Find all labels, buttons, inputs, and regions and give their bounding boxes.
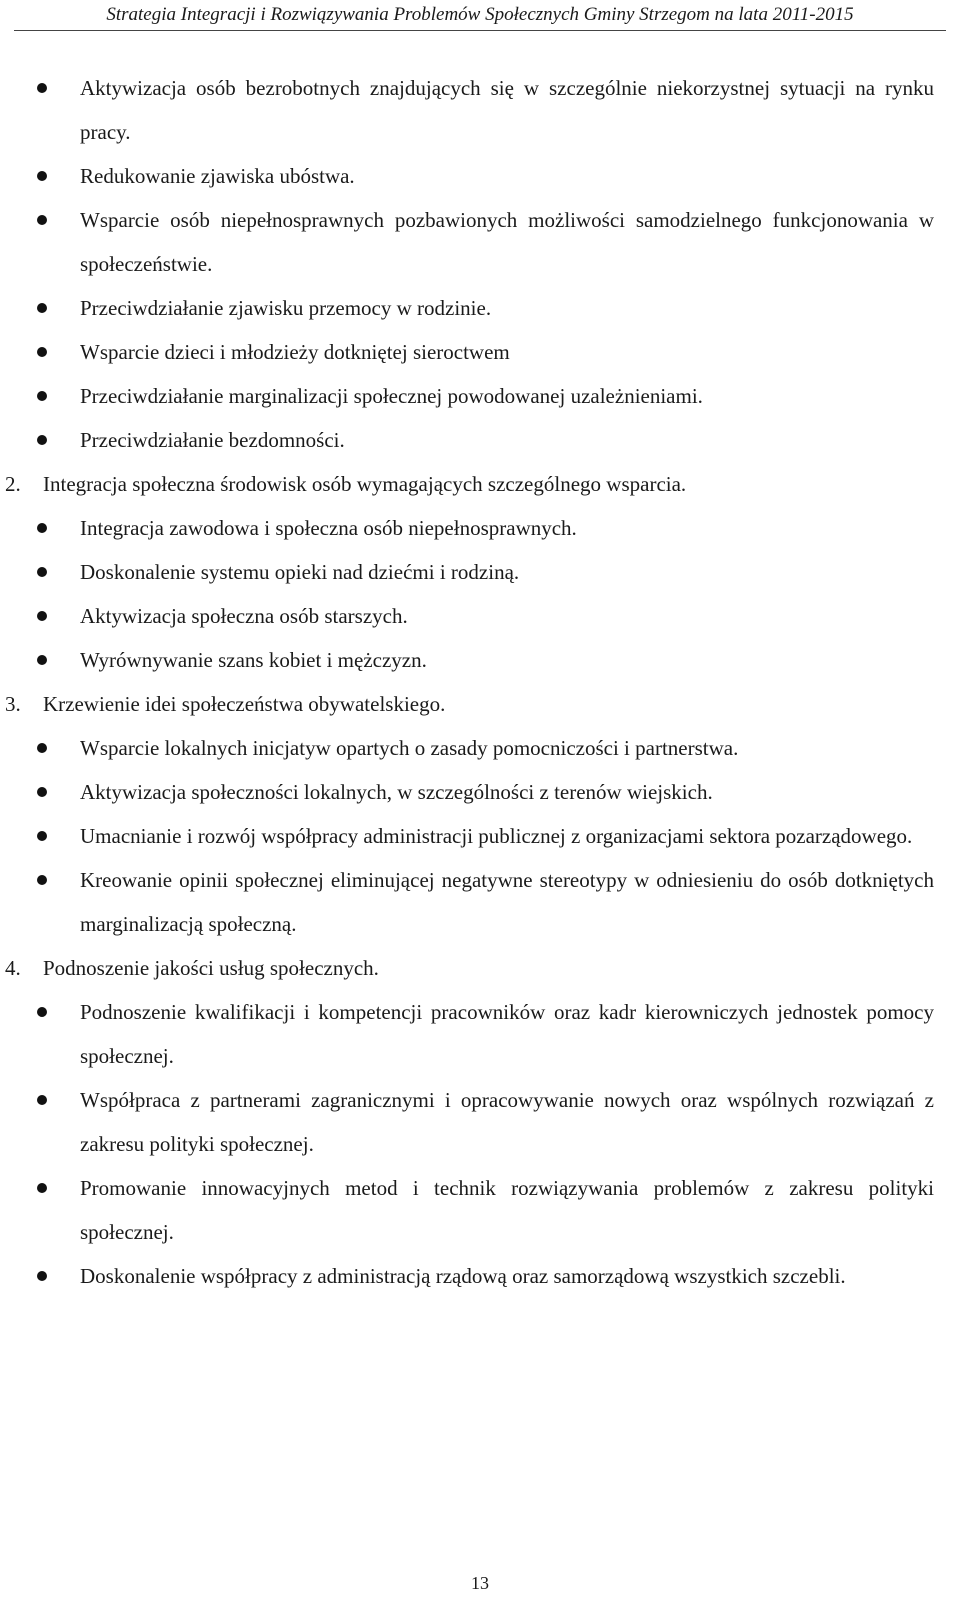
bullet-icon — [37, 347, 47, 357]
bullet-icon — [37, 215, 47, 225]
bullet-list-section-2 — [0, 506, 960, 682]
bullet-icon — [37, 611, 47, 621]
list-item: Aktywizacja osób bezrobotnych znajdujących się w szczególnie niekorzystnej sytuacji na rynku pracy. — [80, 66, 934, 154]
bullet-icon — [37, 171, 47, 181]
header-divider — [14, 30, 946, 31]
list-item: Doskonalenie współpracy z administracją rządową oraz samorządową wszystkich szczebli. — [80, 1254, 934, 1298]
bullet-icon — [37, 655, 47, 665]
list-item: Redukowanie zjawiska ubóstwa. — [80, 154, 934, 198]
bullet-icon — [37, 435, 47, 445]
list-item: Przeciwdziałanie bezdomności. — [80, 418, 934, 462]
list-item: Wsparcie lokalnych inicjatyw opartych o zasady pomocniczości i partnerstwa. — [80, 726, 934, 770]
list-item: Współpraca z partnerami zagranicznymi i opracowywanie nowych oraz wspólnych rozwiązań z zakresu polityki społecznej. — [80, 1078, 934, 1166]
bullet-icon — [37, 83, 47, 93]
bullet-icon — [37, 303, 47, 313]
list-item: Aktywizacja społeczna osób starszych. — [80, 594, 934, 638]
bullet-icon — [37, 391, 47, 401]
list-item: Podnoszenie kwalifikacji i kompetencji pracowników oraz kadr kierowniczych jednostek pomocy społecznej. — [80, 990, 934, 1078]
list-item: Przeciwdziałanie zjawisku przemocy w rodzinie. — [80, 286, 934, 330]
section-heading-2: 2. Integracja społeczna środowisk osób wymagających szczególnego wsparcia. — [5, 472, 687, 496]
bullet-icon — [37, 1007, 47, 1017]
list-item: Aktywizacja społeczności lokalnych, w szczególności z terenów wiejskich. — [80, 770, 934, 814]
bullet-icon — [37, 875, 47, 885]
list-item: Wyrównywanie szans kobiet i mężczyzn. — [80, 638, 934, 682]
list-item: Wsparcie osób niepełnosprawnych pozbawionych możliwości samodzielnego funkcjonowania w społeczeństwie. — [80, 198, 934, 286]
bullet-icon — [37, 1271, 47, 1281]
bullet-icon — [37, 567, 47, 577]
section-heading-4: 4. Podnoszenie jakości usług społecznych. — [5, 956, 379, 980]
bullet-list-section-1 — [0, 66, 960, 462]
bullet-icon — [37, 523, 47, 533]
bullet-list-section-4 — [0, 990, 960, 1298]
list-item: Doskonalenie systemu opieki nad dziećmi i rodziną. — [80, 550, 934, 594]
bullet-icon — [37, 831, 47, 841]
list-item: Umacnianie i rozwój współpracy administracji publicznej z organizacjami sektora pozarządowego. — [80, 814, 934, 858]
running-header: Strategia Integracji i Rozwiązywania Problemów Społecznych Gminy Strzegom na lata 2011-2015 — [106, 4, 854, 25]
bullet-icon — [37, 743, 47, 753]
bullet-icon — [37, 1095, 47, 1105]
list-item: Kreowanie opinii społecznej eliminującej negatywne stereotypy w odniesieniu do osób dotkniętych marginalizacją społeczną. — [80, 858, 934, 946]
list-item: Promowanie innowacyjnych metod i technik rozwiązywania problemów z zakresu polityki społecznej. — [80, 1166, 934, 1254]
section-heading-3: 3. Krzewienie idei społeczeństwa obywatelskiego. — [5, 692, 446, 716]
page-number: 13 — [471, 1573, 489, 1593]
list-item: Przeciwdziałanie marginalizacji społecznej powodowanej uzależnieniami. — [80, 374, 934, 418]
list-item: Integracja zawodowa i społeczna osób niepełnosprawnych. — [80, 506, 934, 550]
bullet-list-section-3 — [0, 726, 960, 946]
bullet-icon — [37, 787, 47, 797]
list-item: Wsparcie dzieci i młodzieży dotkniętej sieroctwem — [80, 330, 934, 374]
bullet-icon — [37, 1183, 47, 1193]
document-body — [0, 66, 960, 1298]
